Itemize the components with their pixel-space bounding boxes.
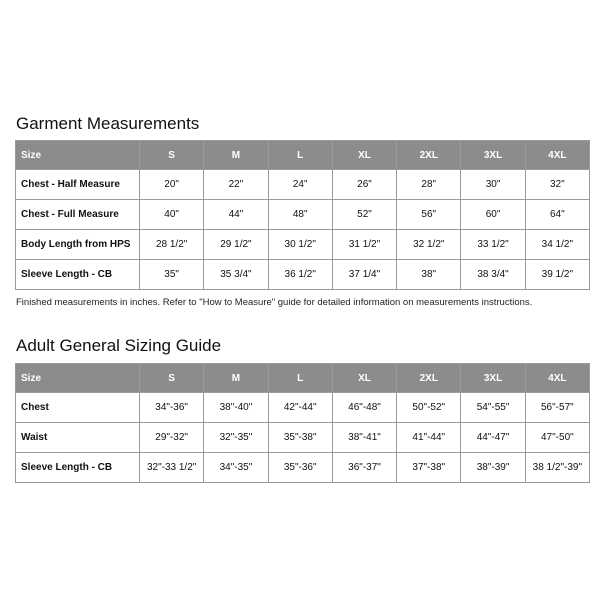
table-cell: 37"-38": [397, 453, 461, 483]
table-cell: 40": [140, 200, 204, 230]
table-row: [16, 453, 590, 483]
table-cell: 29"-32": [140, 423, 204, 453]
table-cell: 28 1/2": [140, 230, 204, 260]
adult-sizing-guide-table: [15, 363, 590, 483]
table-cell: 38 1/2"-39": [525, 453, 589, 483]
header-4xl: 4XL: [525, 141, 589, 170]
row-label: Chest: [16, 393, 140, 423]
header-2xl: 2XL: [397, 141, 461, 170]
table-cell: 64": [525, 200, 589, 230]
adult-sizing-guide-title: Adult General Sizing Guide: [16, 336, 222, 355]
measurement-note: Finished measurements in inches. Refer to "How to Measure" guide for detailed information on measurements instructions.: [16, 297, 533, 308]
table-cell: 35 3/4": [204, 260, 268, 290]
table-cell: 34"-36": [140, 393, 204, 423]
table-cell: 30 1/2": [268, 230, 332, 260]
table-cell: 24": [268, 170, 332, 200]
table-cell: 35"-36": [268, 453, 332, 483]
table-cell: 56": [397, 200, 461, 230]
table-cell: 32"-33 1/2": [140, 453, 204, 483]
table-cell: 20": [140, 170, 204, 200]
table-cell: 33 1/2": [461, 230, 525, 260]
table-cell: 29 1/2": [204, 230, 268, 260]
table-cell: 30": [461, 170, 525, 200]
table-cell: 44"-47": [461, 423, 525, 453]
table-header-row: [16, 141, 590, 170]
header-xl: XL: [332, 141, 396, 170]
table-cell: 36 1/2": [268, 260, 332, 290]
table-cell: 44": [204, 200, 268, 230]
row-label: Sleeve Length - CB: [16, 260, 140, 290]
table-cell: 38"-40": [204, 393, 268, 423]
table-cell: 35"-38": [268, 423, 332, 453]
table-cell: 28": [397, 170, 461, 200]
table-cell: 35": [140, 260, 204, 290]
header-size: Size: [16, 364, 140, 393]
garment-measurements-table: [15, 140, 590, 290]
table-cell: 32"-35": [204, 423, 268, 453]
header-size: Size: [16, 141, 140, 170]
table-cell: 50"-52": [397, 393, 461, 423]
table-cell: 41"-44": [397, 423, 461, 453]
table-cell: 36"-37": [332, 453, 396, 483]
header-m: M: [204, 141, 268, 170]
table-cell: 39 1/2": [525, 260, 589, 290]
table-cell: 54"-55": [461, 393, 525, 423]
table-cell: 38": [397, 260, 461, 290]
table-row: [16, 393, 590, 423]
row-label: Body Length from HPS: [16, 230, 140, 260]
table-row: [16, 423, 590, 453]
header-l: L: [268, 364, 332, 393]
header-3xl: 3XL: [461, 364, 525, 393]
table-row: [16, 170, 590, 200]
table-cell: 42"-44": [268, 393, 332, 423]
table-cell: 47"-50": [525, 423, 589, 453]
table-cell: 38"-41": [332, 423, 396, 453]
table-cell: 37 1/4": [332, 260, 396, 290]
header-4xl: 4XL: [525, 364, 589, 393]
row-label: Sleeve Length - CB: [16, 453, 140, 483]
table-cell: 48": [268, 200, 332, 230]
row-label: Waist: [16, 423, 140, 453]
header-m: M: [204, 364, 268, 393]
table-cell: 32 1/2": [397, 230, 461, 260]
table-header-row: [16, 364, 590, 393]
header-s: S: [140, 364, 204, 393]
table-cell: 34"-35": [204, 453, 268, 483]
header-3xl: 3XL: [461, 141, 525, 170]
header-xl: XL: [332, 364, 396, 393]
row-label: Chest - Half Measure: [16, 170, 140, 200]
table-cell: 26": [332, 170, 396, 200]
header-s: S: [140, 141, 204, 170]
table-cell: 52": [332, 200, 396, 230]
table-row: [16, 230, 590, 260]
table-row: [16, 200, 590, 230]
row-label: Chest - Full Measure: [16, 200, 140, 230]
table-row: [16, 260, 590, 290]
table-cell: 34 1/2": [525, 230, 589, 260]
table-cell: 38"-39": [461, 453, 525, 483]
table-cell: 46"-48": [332, 393, 396, 423]
table-cell: 31 1/2": [332, 230, 396, 260]
header-2xl: 2XL: [397, 364, 461, 393]
table-cell: 56"-57": [525, 393, 589, 423]
table-cell: 22": [204, 170, 268, 200]
garment-measurements-title: Garment Measurements: [16, 114, 200, 133]
header-l: L: [268, 141, 332, 170]
table-cell: 32": [525, 170, 589, 200]
table-cell: 38 3/4": [461, 260, 525, 290]
table-cell: 60": [461, 200, 525, 230]
